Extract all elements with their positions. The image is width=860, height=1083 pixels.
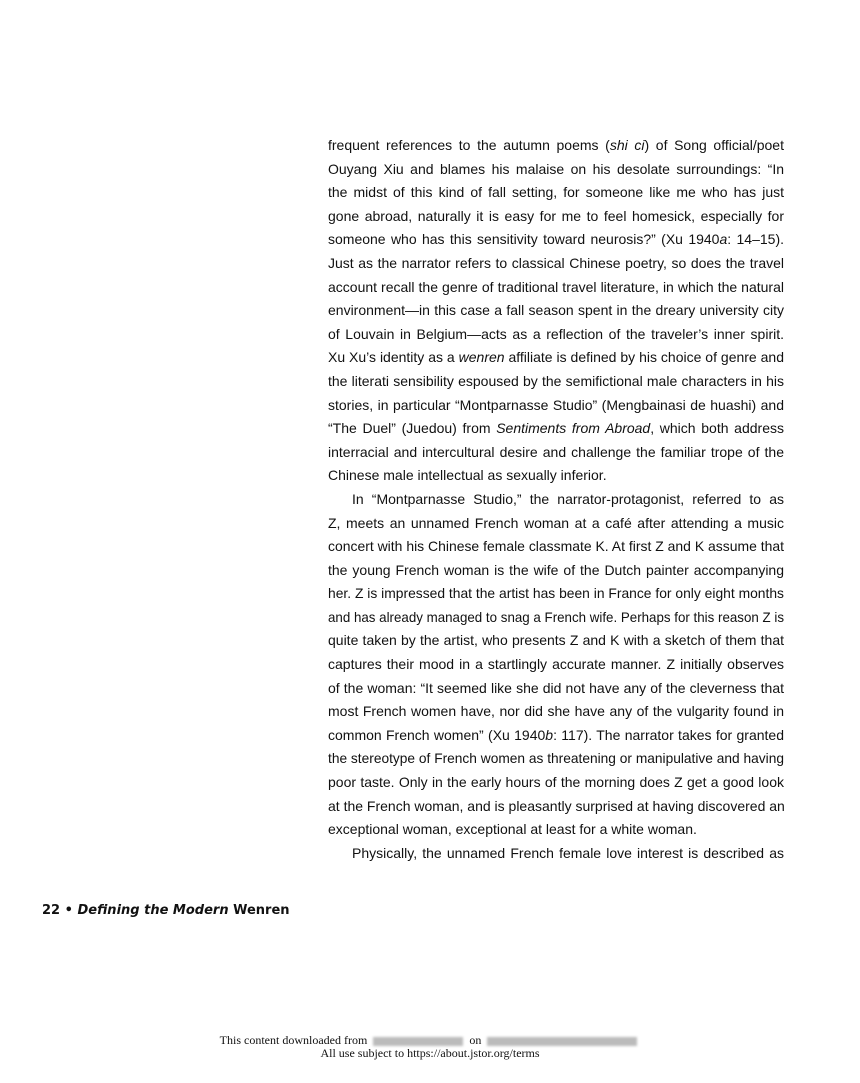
download-on: on	[469, 1033, 482, 1047]
text-line	[328, 842, 784, 866]
body-text	[328, 134, 784, 865]
jstor-notice	[0, 1034, 860, 1060]
text-segment: and has already managed to snag a French wife. Perhaps for this reason Z is	[328, 608, 784, 625]
text-line	[328, 559, 784, 583]
text-line	[328, 370, 784, 394]
text-segment: environment—in this case a fall season spent in the dreary university city	[328, 302, 784, 319]
text-line	[328, 535, 784, 559]
text-line	[328, 346, 784, 370]
text-line	[328, 747, 784, 771]
book-title-roman: Wenren	[233, 903, 290, 918]
text-line	[328, 795, 784, 819]
terms-line: All use subject to https://about.jstor.org/terms	[320, 1046, 540, 1060]
text-segment: the young French woman is the wife of the Dutch painter accompanying	[328, 561, 784, 578]
text-segment: exceptional woman, exceptional at least for a white woman.	[328, 821, 697, 838]
text-segment: : 117). The narrator takes for granted	[553, 726, 784, 743]
redacted-timestamp	[487, 1037, 637, 1046]
book-title-italic: Defining the Modern	[77, 903, 229, 918]
text-line	[328, 441, 784, 465]
text-line	[328, 700, 784, 724]
text-line	[328, 677, 784, 701]
text-segment: affiliate is defined by his choice of genre and	[504, 349, 784, 366]
text-line	[328, 464, 784, 488]
text-segment: at the French woman, and is pleasantly surprised at having discovered an	[328, 797, 785, 814]
italic-text: a	[719, 231, 728, 248]
text-segment: common French women” (Xu 1940	[328, 726, 546, 743]
text-line	[328, 629, 784, 653]
text-segment: interracial and intercultural desire and challenge the familiar trope of the	[328, 443, 784, 460]
text-segment: Xu Xu’s identity as a	[328, 349, 459, 366]
download-line	[0, 1034, 860, 1047]
text-segment: In “Montparnasse Studio,” the narrator-protagonist, referred to as	[352, 490, 784, 507]
text-line	[328, 134, 784, 158]
italic-text: b	[545, 726, 554, 743]
text-line	[328, 488, 784, 512]
text-segment: of the woman: “It seemed like she did not have any of the cleverness that	[328, 679, 784, 696]
text-segment: of Louvain in Belgium—acts as a reflection of the traveler’s inner spirit.	[328, 325, 784, 342]
text-line	[328, 818, 784, 842]
text-segment: the midst of this kind of fall setting, for someone like me who has just	[328, 184, 784, 201]
text-segment: the stereotype of French women as threatening or manipulative and having	[328, 750, 784, 767]
text-line	[328, 394, 784, 418]
text-line	[328, 276, 784, 300]
italic-text: Sentiments from Abroad	[496, 420, 651, 437]
text-segment: Physically, the unnamed French female love interest is described as	[352, 844, 784, 861]
text-segment: captures their mood in a startlingly accurate manner. Z initially observes	[328, 656, 784, 673]
text-segment: the literati sensibility espoused by the semifictional male characters in his	[328, 372, 784, 389]
text-segment: someone who has this sensitivity toward neurosis?” (Xu 1940	[328, 231, 720, 248]
text-line	[328, 582, 784, 606]
text-segment: “The Duel” (Juedou) from	[328, 420, 497, 437]
page-number: 22	[42, 903, 61, 918]
redacted-ip	[373, 1037, 463, 1046]
text-segment: Just as the narrator refers to classical Chinese poetry, so does the travel	[328, 254, 784, 271]
running-footer	[42, 903, 290, 918]
download-prefix: This content downloaded from	[219, 1033, 368, 1047]
text-segment: frequent references to the autumn poems (	[328, 137, 610, 153]
text-segment: concert with his Chinese female classmate K. At first Z and K assume that	[328, 538, 784, 555]
text-line	[328, 417, 784, 441]
text-segment: Ouyang Xiu and blames his malaise on his desolate surroundings: “In	[328, 160, 784, 177]
text-segment: : 14–15).	[727, 231, 785, 248]
text-segment: quite taken by the artist, who presents Z and K with a sketch of them that	[328, 632, 784, 649]
text-line	[328, 653, 784, 677]
text-segment: Chinese male intellectual as sexually inferior.	[328, 467, 607, 484]
text-segment: stories, in particular “Montparnasse Studio” (Mengbainasi de huashi) and	[328, 396, 784, 413]
text-line	[328, 252, 784, 276]
text-line	[328, 771, 784, 795]
text-line	[328, 181, 784, 205]
text-segment: most French women have, nor did she have any of the vulgarity found in	[328, 703, 784, 720]
italic-text: shi ci	[609, 137, 645, 153]
text-segment: Z, meets an unnamed French woman at a café after attending a music	[328, 514, 784, 531]
text-line	[328, 299, 784, 323]
text-segment: her. Z is impressed that the artist has been in France for only eight months	[328, 585, 784, 602]
italic-text: wenren	[458, 349, 505, 366]
text-segment: poor taste. Only in the early hours of the morning does Z get a good look	[328, 774, 784, 791]
text-line	[328, 158, 784, 182]
text-segment: ) of Song official/poet	[644, 137, 784, 153]
text-line	[328, 724, 784, 748]
text-segment: gone abroad, naturally it is easy for me to feel homesick, especially for	[328, 207, 784, 224]
text-line	[328, 228, 784, 252]
text-line	[328, 606, 784, 630]
text-line	[328, 205, 784, 229]
text-line	[328, 512, 784, 536]
bullet: •	[64, 903, 73, 918]
text-line	[328, 323, 784, 347]
text-segment: , which both address	[650, 420, 784, 437]
text-segment: account recall the genre of traditional travel literature, in which the natural	[328, 278, 784, 295]
